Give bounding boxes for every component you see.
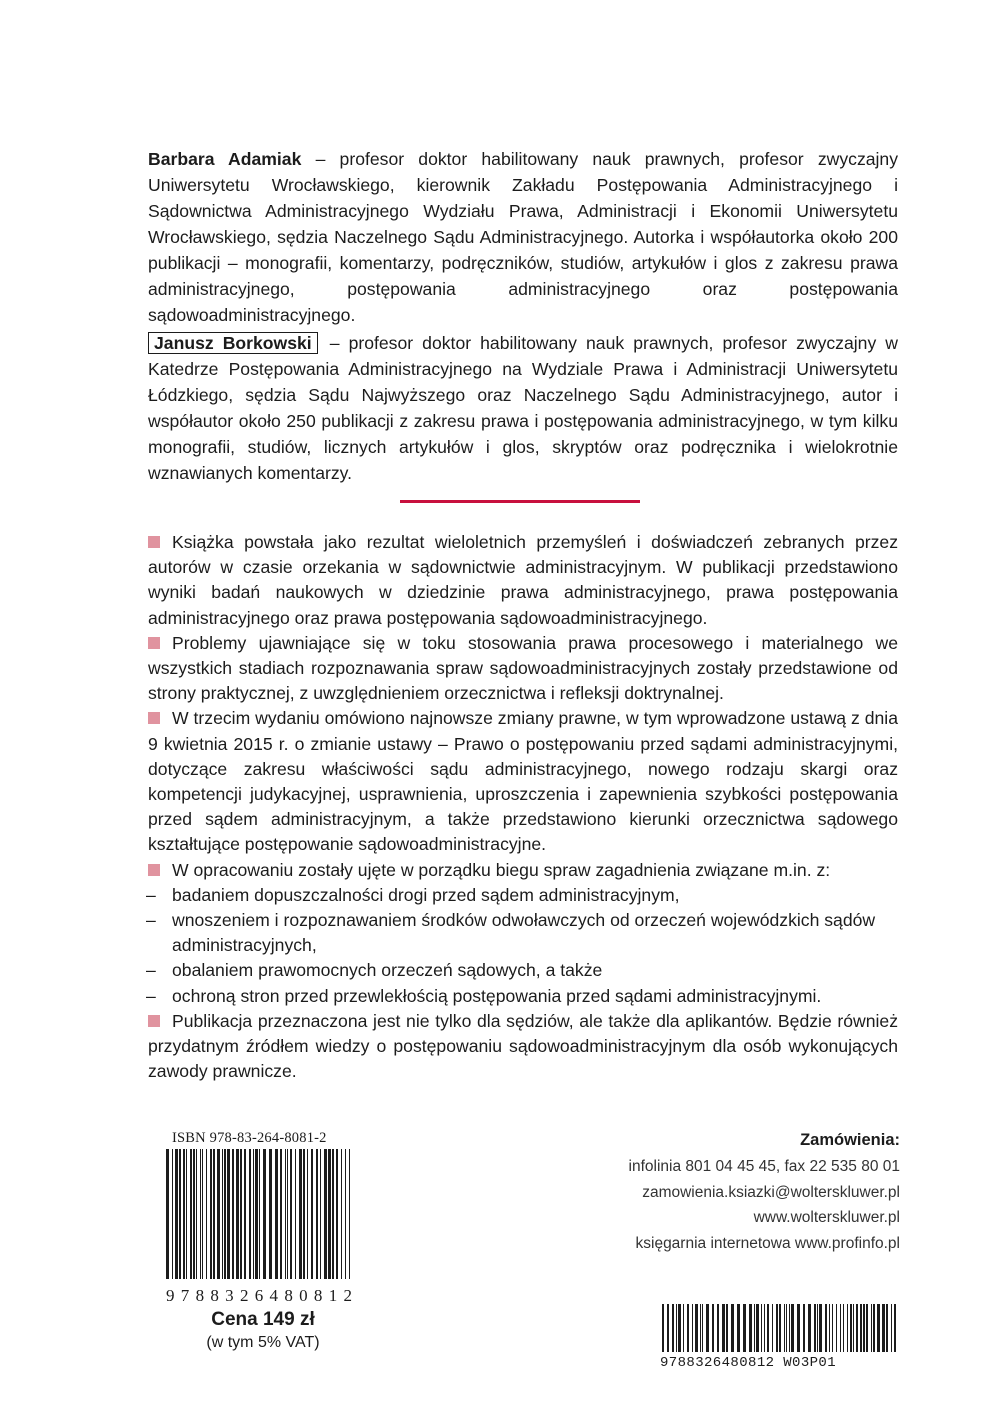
- description-paragraph: W trzecim wydaniu omówiono najnowsze zmiany prawne, w tym wprowadzone ustawą z dnia 9 kwietnia 2015 r. o zmianie ustawy – Prawo o postępowaniu przed sądami administracyjnymi, dotyczące zakresu właściwości sądu administracyjnego, nowego rodzaju skargi oraz kompetencji judykacyjnej, usprawnienia, uproszczenia i zapewnienia szybkości postępowania przed sądem administracyjnym, a także przedstawiono kierunki orzecznictwa sądowego kształtujące postępowanie sądowoadministracyjne.: [148, 708, 898, 855]
- barcode-bar: [213, 1149, 215, 1279]
- orders-phone: infolinia 801 04 45 45, fax 22 535 80 01: [628, 1157, 900, 1175]
- barcode-bar: [791, 1304, 794, 1352]
- description-paragraph: Problemy ujawniające się w toku stosowania prawa procesowego i materialnego we wszystkich stadiach rozpoznawania spraw sądowoadministracyjnych zostały przedstawione od strony praktycznej, z uwzględnieniem orzecznictwa i refleksji doktrynalnej.: [148, 632, 898, 704]
- barcode-bar: [172, 1149, 173, 1279]
- square-bullet-icon: [148, 536, 160, 548]
- square-bullet-icon: [148, 864, 160, 876]
- barcode-bar: [678, 1304, 681, 1352]
- barcode-bar: [776, 1304, 778, 1352]
- isbn-barcode-block: [164, 1130, 354, 1309]
- barcode-bar: [259, 1149, 260, 1279]
- orders-info: [629, 1128, 900, 1257]
- author-bios: [148, 146, 898, 486]
- barcode-bar: [200, 1149, 201, 1279]
- barcode-bar: [817, 1304, 818, 1352]
- barcode-bar: [814, 1304, 816, 1352]
- barcode-bar: [731, 1304, 734, 1352]
- barcode-bar: [767, 1304, 769, 1352]
- barcode-bar: [808, 1304, 811, 1352]
- barcode-bar: [836, 1304, 837, 1352]
- barcode-bar: [873, 1304, 875, 1352]
- dash-list-item: – obalaniem prawomocnych orzeczeń sądowych, a także: [148, 958, 898, 983]
- barcode-bar: [328, 1149, 331, 1279]
- barcode-bar: [712, 1304, 714, 1352]
- dash-bullet: –: [146, 960, 156, 981]
- author-bio-borkowski: [148, 330, 898, 486]
- barcode-bar: [702, 1304, 703, 1352]
- dash-list-item: – wnoszeniem i rozpoznawaniem środków odwoławczych od orzeczeń wojewódzkich sądów administracyjnych,: [146, 910, 876, 956]
- price-block: [178, 1308, 348, 1354]
- barcode-bar: [847, 1304, 848, 1352]
- barcode-bar: [190, 1149, 192, 1279]
- author-bio-adamiak: [148, 146, 898, 328]
- barcode-bar: [706, 1304, 709, 1352]
- barcode-bar: [166, 1149, 169, 1279]
- barcode-bar: [871, 1304, 872, 1352]
- barcode-bar: [227, 1149, 230, 1279]
- orders-website[interactable]: www.wolterskluwer.pl: [753, 1209, 900, 1227]
- barcode-bar: [332, 1149, 334, 1279]
- barcode-bar: [244, 1149, 246, 1279]
- barcode-bar: [819, 1304, 822, 1352]
- barcode-bar: [866, 1304, 868, 1352]
- barcode-bar: [779, 1304, 781, 1352]
- square-bullet-icon: [148, 1015, 160, 1027]
- barcode-bar: [179, 1149, 181, 1279]
- barcode-bar: [667, 1304, 669, 1352]
- barcode-bar: [797, 1304, 800, 1352]
- barcode-bar: [217, 1149, 220, 1279]
- price: Cena 149 zł: [211, 1309, 315, 1330]
- barcode-bar: [743, 1304, 746, 1352]
- barcode-bar: [850, 1304, 852, 1352]
- barcode-bar: [692, 1304, 693, 1352]
- barcode-bar: [295, 1149, 296, 1279]
- barcode-bar: [224, 1149, 226, 1279]
- barcode-bar: [825, 1304, 827, 1352]
- vat-note: (w tym 5% VAT): [206, 1334, 320, 1351]
- orders-bookstore[interactable]: księgarnia internetowa www.profinfo.pl: [635, 1235, 900, 1253]
- barcode-bar: [345, 1149, 346, 1279]
- barcode-bar: [695, 1304, 698, 1352]
- barcode-bar: [886, 1304, 888, 1352]
- barcode-bar: [829, 1304, 830, 1352]
- orders-email[interactable]: zamowienia.ksiazki@wolterskluwer.pl: [642, 1183, 900, 1201]
- author-description: – profesor doktor habilitowany nauk prawnych, profesor zwyczajny Uniwersytetu Wrocławskiego, kierownik Zakładu Postępowania Administracyjnego i Sądownictwa Administracyjnego Wydziału Prawa, Administracji i Ekonomii Uniwersytetu Wrocławskiego, sędzia Naczelnego Sądu Administracyjnego. Autorka i współautorka około 200 publikacji – monografii, komentarzy, podręczników, studiów, artykułów i glos z zakresu prawa administracyjnego, postępowania administracyjnego oraz postępowania sądowoadministracyjnego.: [148, 149, 899, 325]
- barcode-bar: [784, 1304, 785, 1352]
- internal-code: 9788326480812 W03P01: [660, 1355, 837, 1371]
- barcode-bar: [316, 1149, 318, 1279]
- dash-bullet: –: [146, 884, 156, 905]
- barcode-bar: [786, 1304, 787, 1352]
- barcode-digits: 9788326480812: [166, 1286, 352, 1305]
- barcode-bar: [324, 1149, 327, 1279]
- barcode-bar: [336, 1149, 338, 1279]
- barcode-bar: [877, 1304, 880, 1352]
- barcode-bar: [183, 1149, 185, 1279]
- description-paragraph: W opracowaniu zostały ujęte w porządku biegu spraw zagadnienia związane m.in. z:: [148, 858, 898, 883]
- square-bullet-icon: [148, 637, 160, 649]
- orders-heading: Zamówienia:: [800, 1131, 900, 1149]
- dash-bullet: –: [146, 985, 156, 1006]
- author-name: Barbara Adamiak: [148, 149, 302, 169]
- barcode-bar: [700, 1304, 701, 1352]
- barcode-bar: [754, 1304, 755, 1352]
- barcode-bar: [789, 1304, 790, 1352]
- isbn-label: ISBN 978-83-264-8081-2: [172, 1130, 327, 1146]
- description-paragraph: Książka powstała jako rezultat wieloletnich przemyśleń i doświadczeń zebranych przez autorów w czasie orzekania w sądownictwie administracyjnym. W publikacji przedstawiono wyniki badań naukowych w dziedzinie prawa administracyjnego, prawa postępowania administracyjnego oraz prawa postępowania sądowoadministracyjnego.: [148, 532, 898, 628]
- barcode-bar: [737, 1304, 740, 1352]
- barcode-bar: [311, 1149, 313, 1279]
- barcode-bar: [772, 1304, 773, 1352]
- barcode-bar: [175, 1149, 178, 1279]
- barcode-bar: [196, 1149, 197, 1279]
- barcode-bar: [863, 1304, 865, 1352]
- barcode-bar: [860, 1304, 862, 1352]
- square-bullet-icon: [148, 712, 160, 724]
- book-description: [148, 530, 898, 1084]
- barcode-bar: [280, 1149, 282, 1279]
- barcode-bar: [186, 1149, 187, 1279]
- barcode-bar: [222, 1149, 223, 1279]
- barcode-bar: [249, 1149, 251, 1279]
- barcode-bar: [299, 1149, 302, 1279]
- dash-bullet: –: [146, 910, 156, 931]
- barcode-bar: [749, 1304, 752, 1352]
- barcode-bar: [683, 1304, 684, 1352]
- barcode-bar: [307, 1149, 308, 1279]
- barcode-bar: [287, 1149, 288, 1279]
- barcode-bar: [840, 1304, 841, 1352]
- barcode-bar: [255, 1149, 258, 1279]
- barcode-bar: [764, 1304, 765, 1352]
- author-description: – profesor doktor habilitowany nauk prawnych, profesor zwyczajny w Katedrze Postępowania Administracyjnego na Wydziale Prawa i Administracji Uniwersytetu Łódzkiego, sędzia Sądu Najwyższego oraz Naczelnego Sądu Administracyjnego, autor i współautor około 250 publikacji z zakresu prawa i postępowania administracyjnego, w tym kilku monografii, studiów, licznych artykułów i glos, skryptów oraz podręcznika i wielokrotnie wznawianych komentarzy.: [148, 333, 899, 483]
- section-divider: [400, 500, 640, 503]
- barcode-bar: [240, 1149, 242, 1279]
- isbn-barcode: [164, 1149, 354, 1309]
- barcode-bar: [349, 1149, 350, 1279]
- barcode-bar: [269, 1149, 272, 1279]
- barcode-bar: [722, 1304, 725, 1352]
- dash-list-item: – badaniem dopuszczalności drogi przed sądem administracyjnym,: [148, 883, 898, 908]
- barcode-bar: [761, 1304, 762, 1352]
- description-paragraph: Publikacja przeznaczona jest nie tylko dla sędziów, ale także dla aplikantów. Będzie również przydatnym źródłem wiedzy o postępowaniu sądowoadministracyjnym dla osób wykonujących zawody prawnicze.: [148, 1010, 898, 1082]
- barcode-bar: [202, 1149, 203, 1279]
- barcode-bar: [232, 1149, 234, 1279]
- barcode-bar: [687, 1304, 689, 1352]
- barcode-bar: [275, 1149, 278, 1279]
- barcode-bar: [832, 1304, 833, 1352]
- barcode-bar: [206, 1149, 207, 1279]
- barcode-bar: [285, 1149, 286, 1279]
- barcode-bar: [672, 1304, 674, 1352]
- barcode-bar: [290, 1149, 292, 1279]
- barcode-bar: [303, 1149, 305, 1279]
- barcode-bar: [320, 1149, 321, 1279]
- barcode-bar: [756, 1304, 759, 1352]
- internal-barcode: [660, 1304, 900, 1354]
- barcode-bar: [236, 1149, 239, 1279]
- barcode-bar: [856, 1304, 858, 1352]
- barcode-bar: [726, 1304, 728, 1352]
- dash-list-item: – ochroną stron przed przewlekłością postępowania przed sądami administracyjnymi.: [148, 984, 898, 1009]
- barcode-bar: [717, 1304, 719, 1352]
- barcode-bar: [803, 1304, 805, 1352]
- barcode-bar: [341, 1149, 342, 1279]
- barcode-bar: [894, 1304, 896, 1352]
- barcode-bar: [843, 1304, 844, 1352]
- barcode-bar: [263, 1149, 266, 1279]
- author-name: Janusz Borkowski: [148, 332, 318, 354]
- barcode-bar: [662, 1304, 664, 1352]
- barcode-bar: [891, 1304, 892, 1352]
- barcode-bar: [210, 1149, 212, 1279]
- barcode-bar: [193, 1149, 195, 1279]
- barcode-bar: [253, 1149, 254, 1279]
- barcode-bar: [676, 1304, 677, 1352]
- barcode-bar: [882, 1304, 885, 1352]
- barcode-bar: [853, 1304, 854, 1352]
